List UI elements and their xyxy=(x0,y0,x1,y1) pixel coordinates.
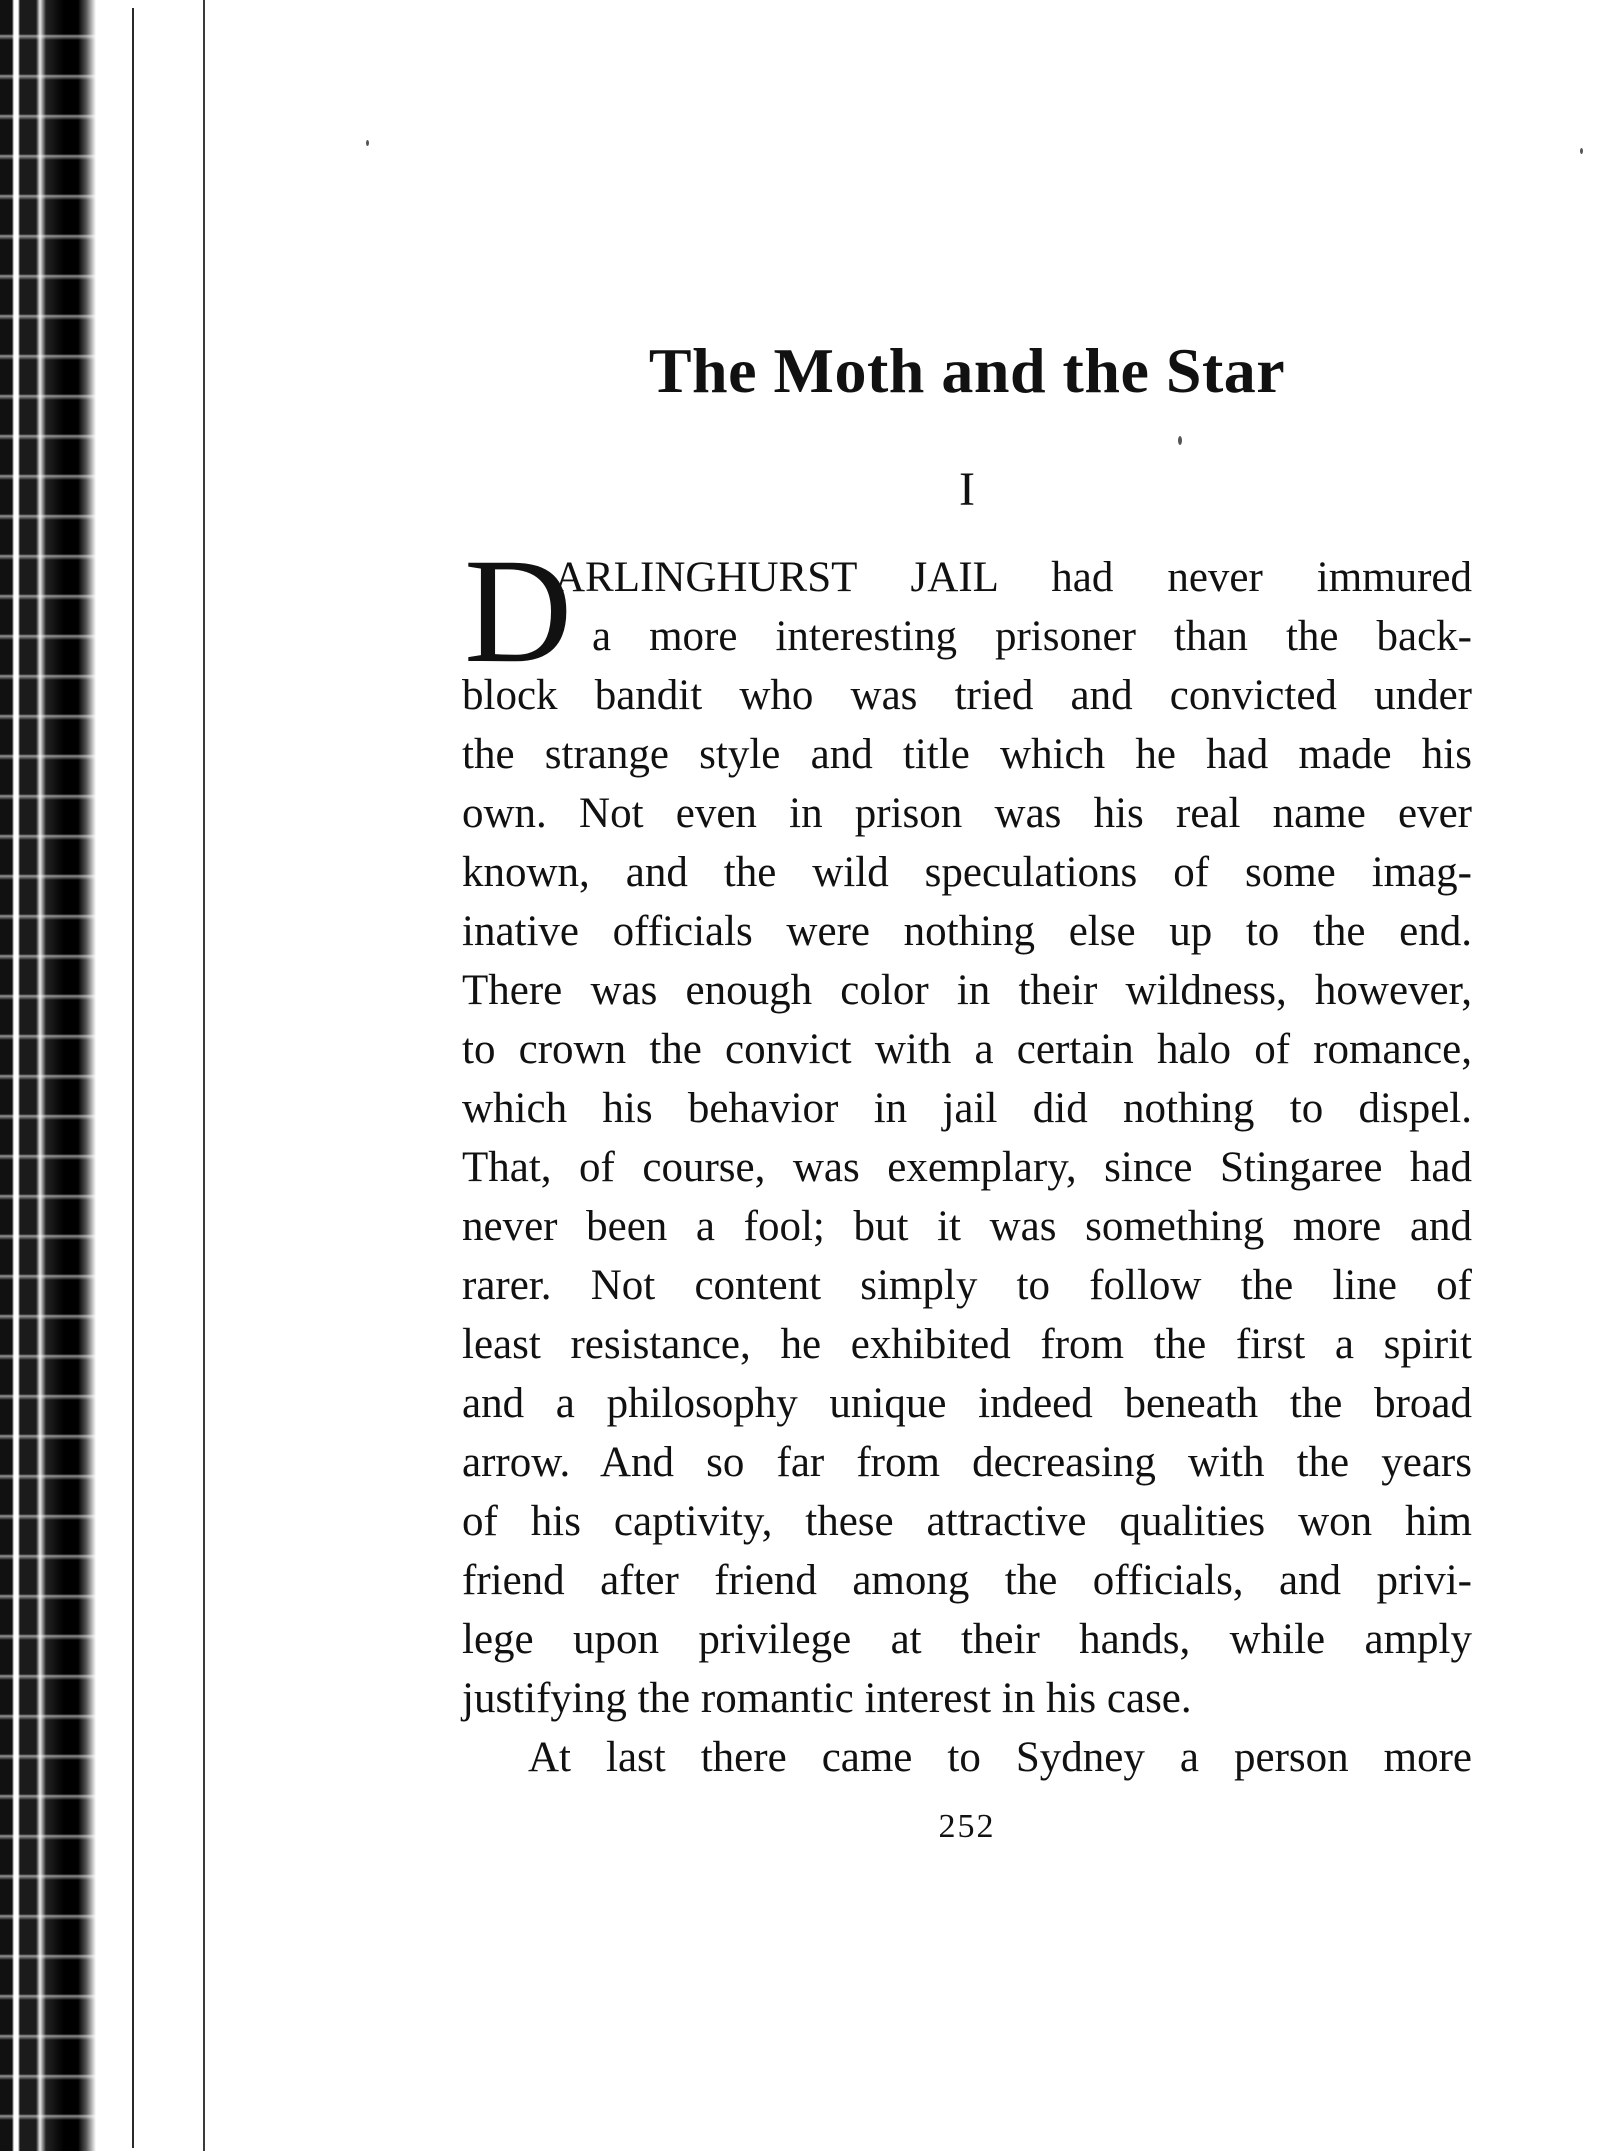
text-line: a more interesting prisoner than the back- xyxy=(592,613,1472,660)
text-line: least resistance, he exhibited from the first a spirit xyxy=(462,1321,1472,1368)
text-line: friend after friend among the officials, and privi- xyxy=(462,1557,1472,1604)
scan-speck xyxy=(1178,436,1182,445)
drop-cap: D xyxy=(464,528,573,694)
text-line: block bandit who was tried and convicted under xyxy=(462,672,1472,719)
text-line: never been a fool; but it was something more and xyxy=(462,1203,1472,1250)
text-line: arrow. And so far from decreasing with the years xyxy=(462,1439,1472,1486)
text-line: There was enough color in their wildness, however, xyxy=(462,967,1472,1014)
text-line: which his behavior in jail did nothing to dispel. xyxy=(462,1085,1472,1132)
scan-speck xyxy=(366,140,369,146)
text-line: to crown the convict with a certain halo of romance, xyxy=(462,1026,1472,1073)
text-line: At last there came to Sydney a person more xyxy=(528,1734,1472,1781)
page-number: 252 xyxy=(938,1808,996,1845)
text-line: and a philosophy unique indeed beneath the broad xyxy=(462,1380,1472,1427)
page-edge-line xyxy=(203,0,205,2151)
text-line: justifying the romantic interest in his case. xyxy=(462,1675,1192,1722)
body-text xyxy=(462,528,1472,1787)
chapter-title: The Moth and the Star xyxy=(648,335,1286,406)
section-number: I xyxy=(959,463,975,516)
text-line: the strange style and title which he had made his xyxy=(462,731,1472,778)
binding-edge xyxy=(0,0,210,2151)
text-line: lege upon privilege at their hands, while amply xyxy=(462,1616,1472,1663)
text-line: inative officials were nothing else up to the end. xyxy=(462,908,1472,955)
text-line: ARLINGHURST JAIL had never immured xyxy=(554,554,1472,601)
text-line: of his captivity, these attractive qualities won him xyxy=(462,1498,1472,1545)
text-line: rarer. Not content simply to follow the line of xyxy=(462,1262,1472,1309)
text-line: own. Not even in prison was his real name ever xyxy=(462,790,1472,837)
scan-speck xyxy=(1580,148,1583,154)
binding-shadow xyxy=(0,0,96,2151)
page-edge-line xyxy=(132,8,134,2148)
text-line: known, and the wild speculations of some imag- xyxy=(462,849,1472,896)
text-line: That, of course, was exemplary, since Stingaree had xyxy=(462,1144,1472,1191)
